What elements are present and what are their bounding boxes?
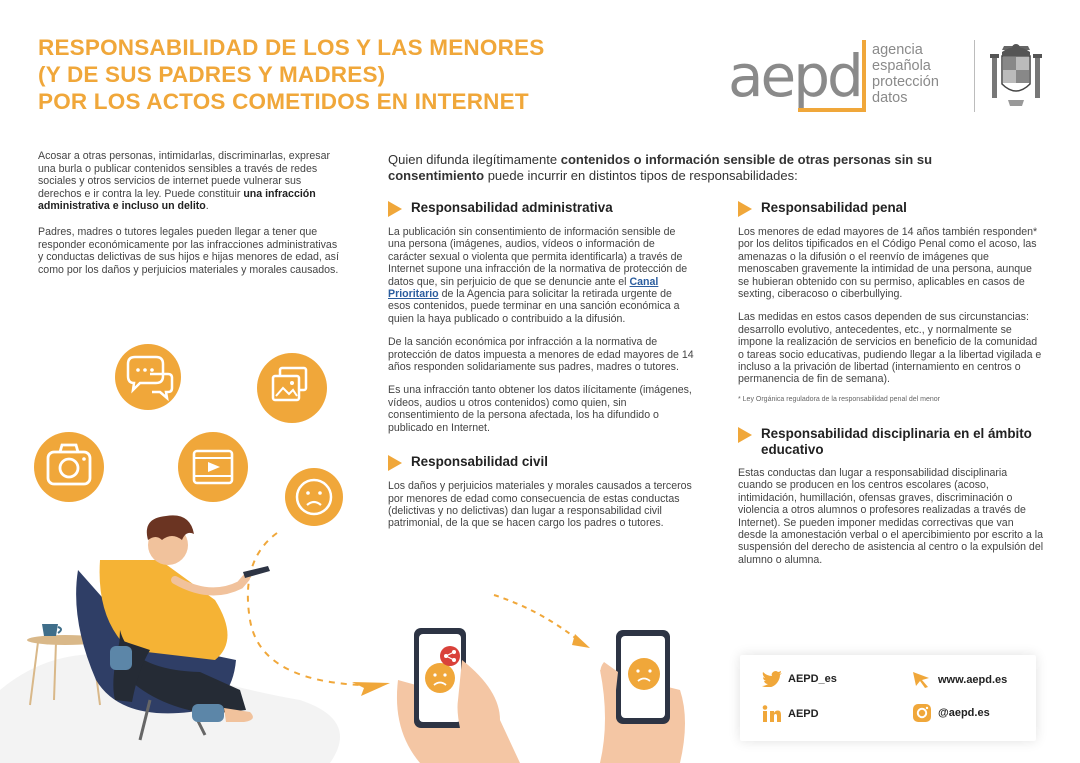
dashed-path [248,533,360,685]
admin-paragraph-3: Es una infracción tanto obtener los datos ilícitamente (imágenes, vídeos, audios u otros contenidos) como quien, sin consentimiento de la persona afectada, los ha difundido o publicado en Internet. [388,384,692,434]
cursor-icon [912,671,932,689]
logo-agency-name [872,42,939,106]
logo-line-4: datos [872,90,908,106]
phone-left [397,628,520,763]
column-left [388,200,694,541]
penal-paragraph-2: Las medidas en estos casos dependen de sus circunstancias: desarrollo evolutivo, antecedentes, etc., y normalmente se impone la realización de servicios en beneficio de la comunidad o tareas socio educativas, pudiendo llegar a la libertad vigilada e incluso a la privación de libertad (internamiento en centros o permanencia de fin de semana). [738,311,1042,386]
civil-paragraph-1: Los daños y perjuicios materiales y morales causados a terceros por menores de edad como consecuencia de estas conductas (delictivas y no delictivas) dan lugar a responsabilidad civil patrimonial, de la que se hacen cargo los padres o tutores. [388,480,692,530]
section-penal-heading: Responsabilidad penal [738,200,1044,217]
paper-plane-icon [352,682,390,696]
logo-line-2: española [872,58,931,74]
penal-footnote: * Ley Orgánica reguladora de la responsabilidad penal del menor [738,395,940,403]
video-icon [178,432,248,502]
title-line-2: (Y DE SUS PADRES Y MADRES) [38,62,386,87]
page-title [38,34,658,115]
penal-paragraph-1: Los menores de edad mayores de 14 años también responden* por los delitos tipificados en el Código Penal como el acoso, las amenazas o la difusión o el reenvío de imágenes que menoscaben gravemente la intimidad de una persona, aunque se hubieran obtenido con su permiso, aplicables en casos de sexting, ciberacoso o ciberbullying. [738,226,1038,301]
logo-line-3: protección [872,74,939,90]
arrow-icon [738,427,752,443]
title-line-3: POR LOS ACTOS COMETIDOS EN INTERNET [38,89,529,114]
gallery-icon [257,353,327,423]
camera-icon [34,432,104,502]
coat-of-arms-icon [988,42,1044,110]
instagram-icon [912,703,932,723]
title-line-1: RESPONSABILIDAD DE LOS Y LAS MENORES [38,35,545,60]
section-civil-heading: Responsabilidad civil [388,454,694,471]
side-table [27,624,103,705]
instagram-link[interactable]: @aepd.es [912,703,990,723]
logo-line-1: agencia [872,42,923,58]
chat-bubbles-icon [115,344,181,410]
linkedin-link[interactable]: AEPD [762,705,819,723]
floor-blob [0,654,340,763]
aepd-logo [726,40,1056,112]
linkedin-icon [762,705,782,723]
sad-face-icon [285,468,343,526]
section-admin-heading: Responsabilidad administrativa [388,200,694,217]
admin-paragraph-2: De la sanción económica por infracción a la normativa de protección de datos impuesta a menores de edad mayores de 14 años responden solidariamente sus padres, madres o tutores. [388,336,694,374]
social-links-box [740,655,1036,741]
phone-right [600,630,685,763]
intro-paragraph-1: Acosar a otras personas, intimidarlas, discriminarlas, expresar una burla o publicar contenidos sensibles a través de redes sociales y otros servicios de internet puede vulnerar sus derechos e ir contra la ley. Puede constituir una infracción administrativa e incluso un delito. [38,150,331,213]
logo-divider [974,40,975,112]
website-link[interactable]: www.aepd.es [912,671,1007,689]
intro-text [38,150,344,289]
section-disc-heading: Responsabilidad disciplinaria en el ámbito educativo [738,426,1044,458]
column-right [738,200,1044,577]
admin-paragraph-1: La publicación sin consentimiento de información sensible de una persona (imágenes, audios, vídeos o información de carácter sexual o violenta que permita identificarla) a través de Internet supone una infracción de la normativa de protección de datos que, sin perjuicio de que se denuncie ante el Canal Prioritario de la Agencia para solicitar la retirada urgente de esos contenidos, puede terminar en una sanción económica a quien la haya publicado o contribuido a la difusión. [388,226,688,325]
arrow-icon [388,455,402,471]
intro-paragraph-2: Padres, madres o tutores legales pueden llegar a tener que responder económicamente por las infracciones administrativas y conductas delictivas de sus hijos e hijas menores de edad, así como por los daños y perjuicios materiales y morales causados. [38,225,339,276]
twitter-link[interactable]: AEPD_es [762,671,837,687]
canal-prioritario-link[interactable]: Canal Prioritario [388,275,659,301]
dashed-arrow [494,595,578,640]
arrow-icon [388,201,402,217]
arrow-icon [738,201,752,217]
arrow-head-icon [572,634,590,648]
twitter-icon [762,671,782,687]
disc-paragraph-1: Estas conductas dan lugar a responsabilidad disciplinaria cuando se producen en los centros escolares (acoso, intimidación, humillación, ofensas graves, discriminación o violencia a otros alumnos o profesores realizadas a través de Internet). Se pueden imponer medidas correctivas que van desde la amonestación verbal o el apercibimiento por escrito a la suspensión del derecho de asistencia al centro o la expulsión del alumno o alumna. [738,466,1044,566]
lead-sentence: Quien difunda ilegítimamente contenidos o información sensible de otras personas sin su consentimiento puede incurrir en distintos tipos de responsabilidades: [388,152,933,183]
person-illustration [76,515,270,740]
logo-wordmark: aepd [728,42,861,110]
